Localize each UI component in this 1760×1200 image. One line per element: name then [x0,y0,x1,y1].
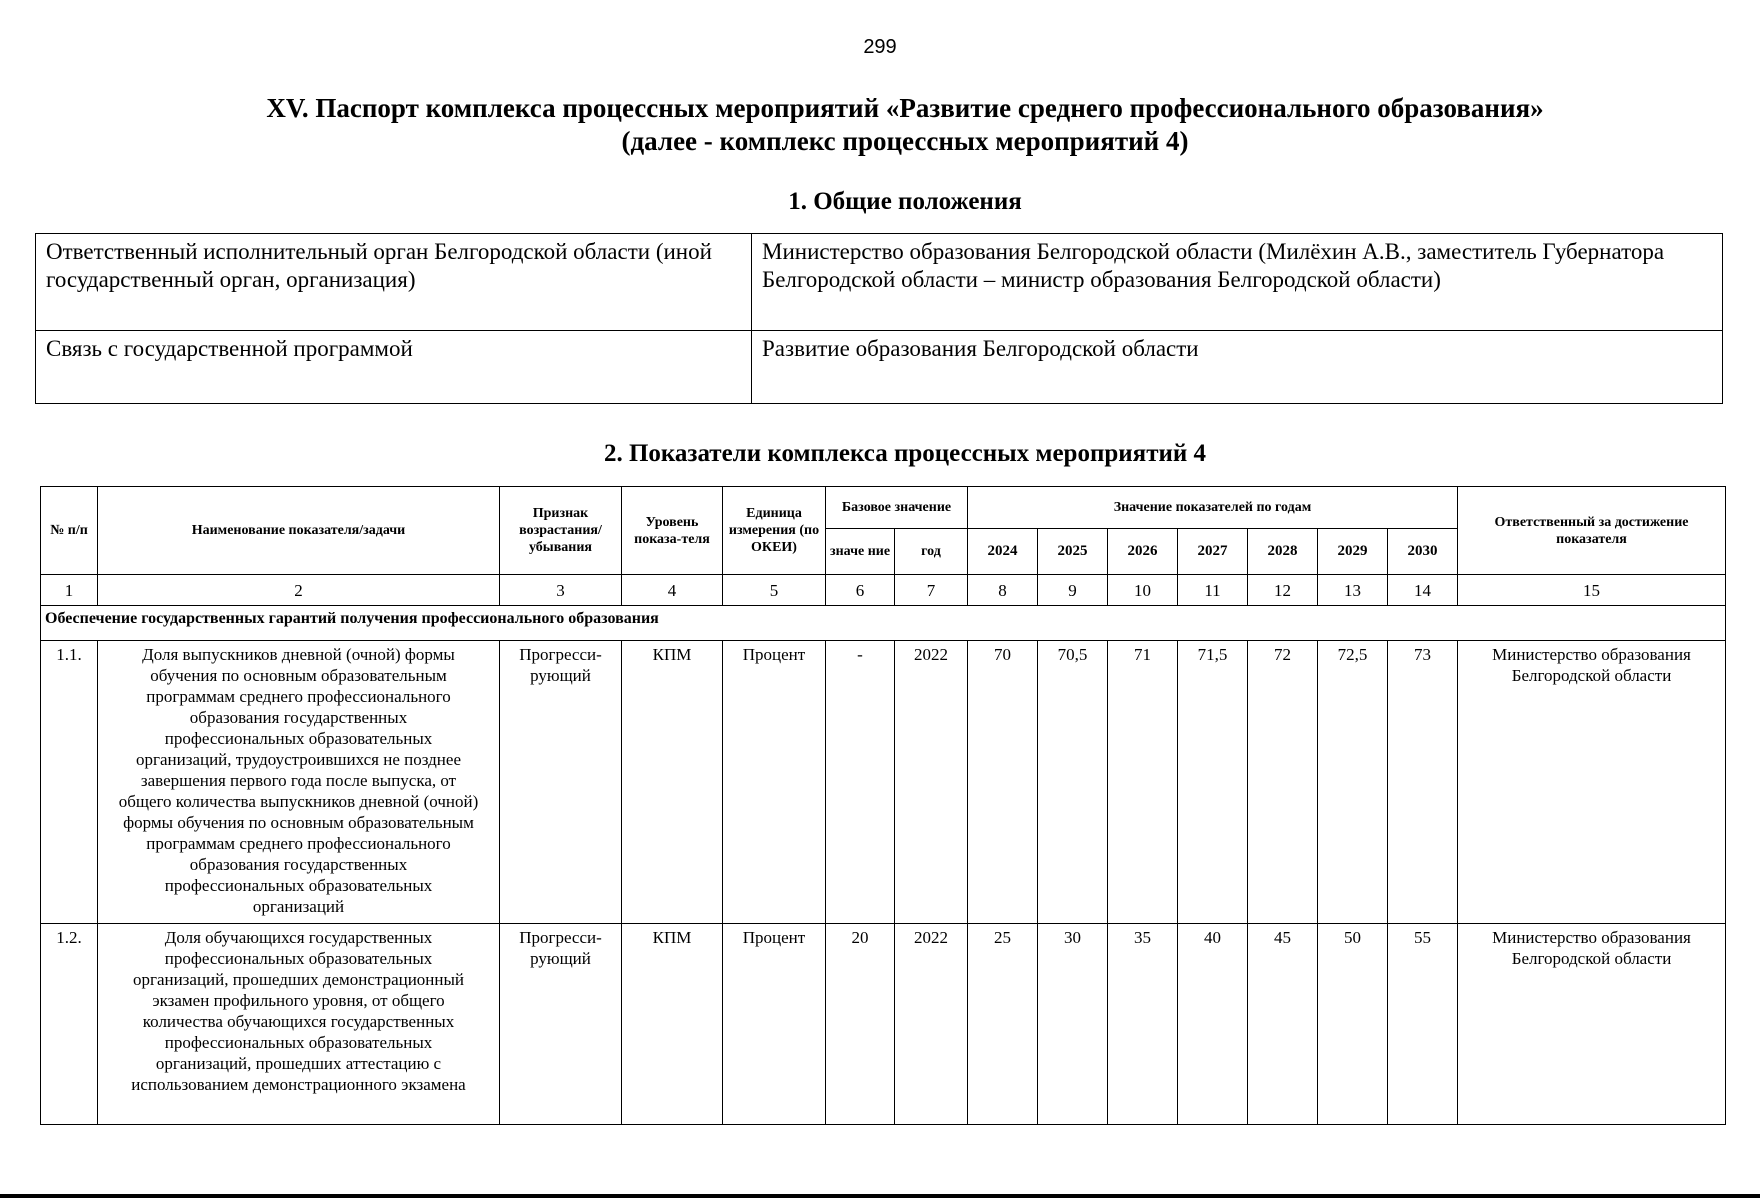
header-year: 2030 [1388,529,1458,575]
indicator-name: Доля выпускников дневной (очной) формы обучения по основным образовательным программам среднего профессионального образования государственных профессиональных образовательных организаций, трудоустроившихся не позднее завершения первого года после выпуска, от общего количества выпускников дневной (очной) формы обучения по основным образовательным программам среднего профессионального образования государственных профессиональных образовательных организаций [98,641,500,924]
header-unit: Единица измерения (по ОКЕИ) [723,487,826,575]
table-row [41,924,1726,1125]
year-value: 40 [1178,924,1248,1125]
table-row [36,234,1723,331]
year-value: 73 [1388,641,1458,924]
year-value: 70 [968,641,1038,924]
page-number: 299 [863,36,897,58]
table-row [41,641,1726,924]
section-heading-general: 1. Общие положения [788,188,1022,215]
indicator-unit: Процент [723,641,826,924]
column-number: 12 [1248,575,1318,606]
responsible-body-label: Ответственный исполнительный орган Белгородской области (иной государственный орган, организация) [36,234,752,331]
title-line-2: (далее - комплекс процессных мероприятий 4) [621,126,1189,156]
program-link-label: Связь с государственной программой [36,331,752,404]
column-number: 3 [500,575,622,606]
responsible-body-value: Министерство образования Белгородской области (Милёхин А.В., заместитель Губернатора Белгородской области – министр образования Белгородской области) [752,234,1723,331]
row-num: 1.1. [41,641,98,924]
column-number: 4 [622,575,723,606]
header-year: 2024 [968,529,1038,575]
section-heading-indicators: 2. Показатели комплекса процессных мероприятий 4 [603,440,1207,467]
year-value: 25 [968,924,1038,1125]
column-number-row [41,575,1726,606]
column-number: 2 [98,575,500,606]
year-value: 50 [1318,924,1388,1125]
column-number: 14 [1388,575,1458,606]
column-number: 9 [1038,575,1108,606]
column-number: 15 [1458,575,1726,606]
header-base-value: значе ние [826,529,895,575]
header-row [41,487,1726,529]
header-base-year: год [895,529,968,575]
base-value: 20 [826,924,895,1125]
header-name: Наименование показателя/задачи [98,487,500,575]
year-value: 45 [1248,924,1318,1125]
year-value: 72 [1248,641,1318,924]
page-bottom-rule [0,1194,1760,1198]
header-level: Уровень показа-теля [622,487,723,575]
group-title: Обеспечение государственных гарантий получения профессионального образования [41,606,1726,641]
header-year: 2028 [1248,529,1318,575]
title-line-1: XV. Паспорт комплекса процессных мероприятий «Развитие среднего профессионального образования» [266,93,1544,123]
indicator-trend: Прогресси-рующий [500,924,622,1125]
indicator-trend: Прогресси-рующий [500,641,622,924]
header-year: 2027 [1178,529,1248,575]
column-number: 5 [723,575,826,606]
base-value: - [826,641,895,924]
header-num: № п/п [41,487,98,575]
column-number: 7 [895,575,968,606]
responsible-party: Министерство образования Белгородской области [1458,641,1726,924]
column-number: 11 [1178,575,1248,606]
year-value: 71,5 [1178,641,1248,924]
column-number: 13 [1318,575,1388,606]
indicator-name: Доля обучающихся государственных профессиональных образовательных организаций, прошедших демонстрационный экзамен профильного уровня, от общего количества обучающихся государственных профессиональных образовательных организаций, прошедших аттестацию с использованием демонстрационного экзамена [98,924,500,1125]
indicator-level: КПМ [622,924,723,1125]
header-year: 2026 [1108,529,1178,575]
column-number: 6 [826,575,895,606]
year-value: 72,5 [1318,641,1388,924]
year-value: 35 [1108,924,1178,1125]
responsible-party: Министерство образования Белгородской области [1458,924,1726,1125]
indicators-table [40,486,1726,1125]
year-value: 71 [1108,641,1178,924]
column-number: 8 [968,575,1038,606]
program-link-value: Развитие образования Белгородской области [752,331,1723,404]
year-value: 70,5 [1038,641,1108,924]
column-number: 10 [1108,575,1178,606]
indicator-unit: Процент [723,924,826,1125]
year-value: 55 [1388,924,1458,1125]
base-year: 2022 [895,641,968,924]
column-number: 1 [41,575,98,606]
header-responsible: Ответственный за достижение показателя [1458,487,1726,575]
general-provisions-table [35,233,1723,404]
header-year: 2029 [1318,529,1388,575]
base-year: 2022 [895,924,968,1125]
document-title [0,92,1760,158]
row-num: 1.2. [41,924,98,1125]
indicator-level: КПМ [622,641,723,924]
header-trend: Признак возрастания/ убывания [500,487,622,575]
group-row [41,606,1726,641]
header-year: 2025 [1038,529,1108,575]
year-value: 30 [1038,924,1108,1125]
table-row [36,331,1723,404]
header-base: Базовое значение [826,487,968,529]
header-values-by-year: Значение показателей по годам [968,487,1458,529]
